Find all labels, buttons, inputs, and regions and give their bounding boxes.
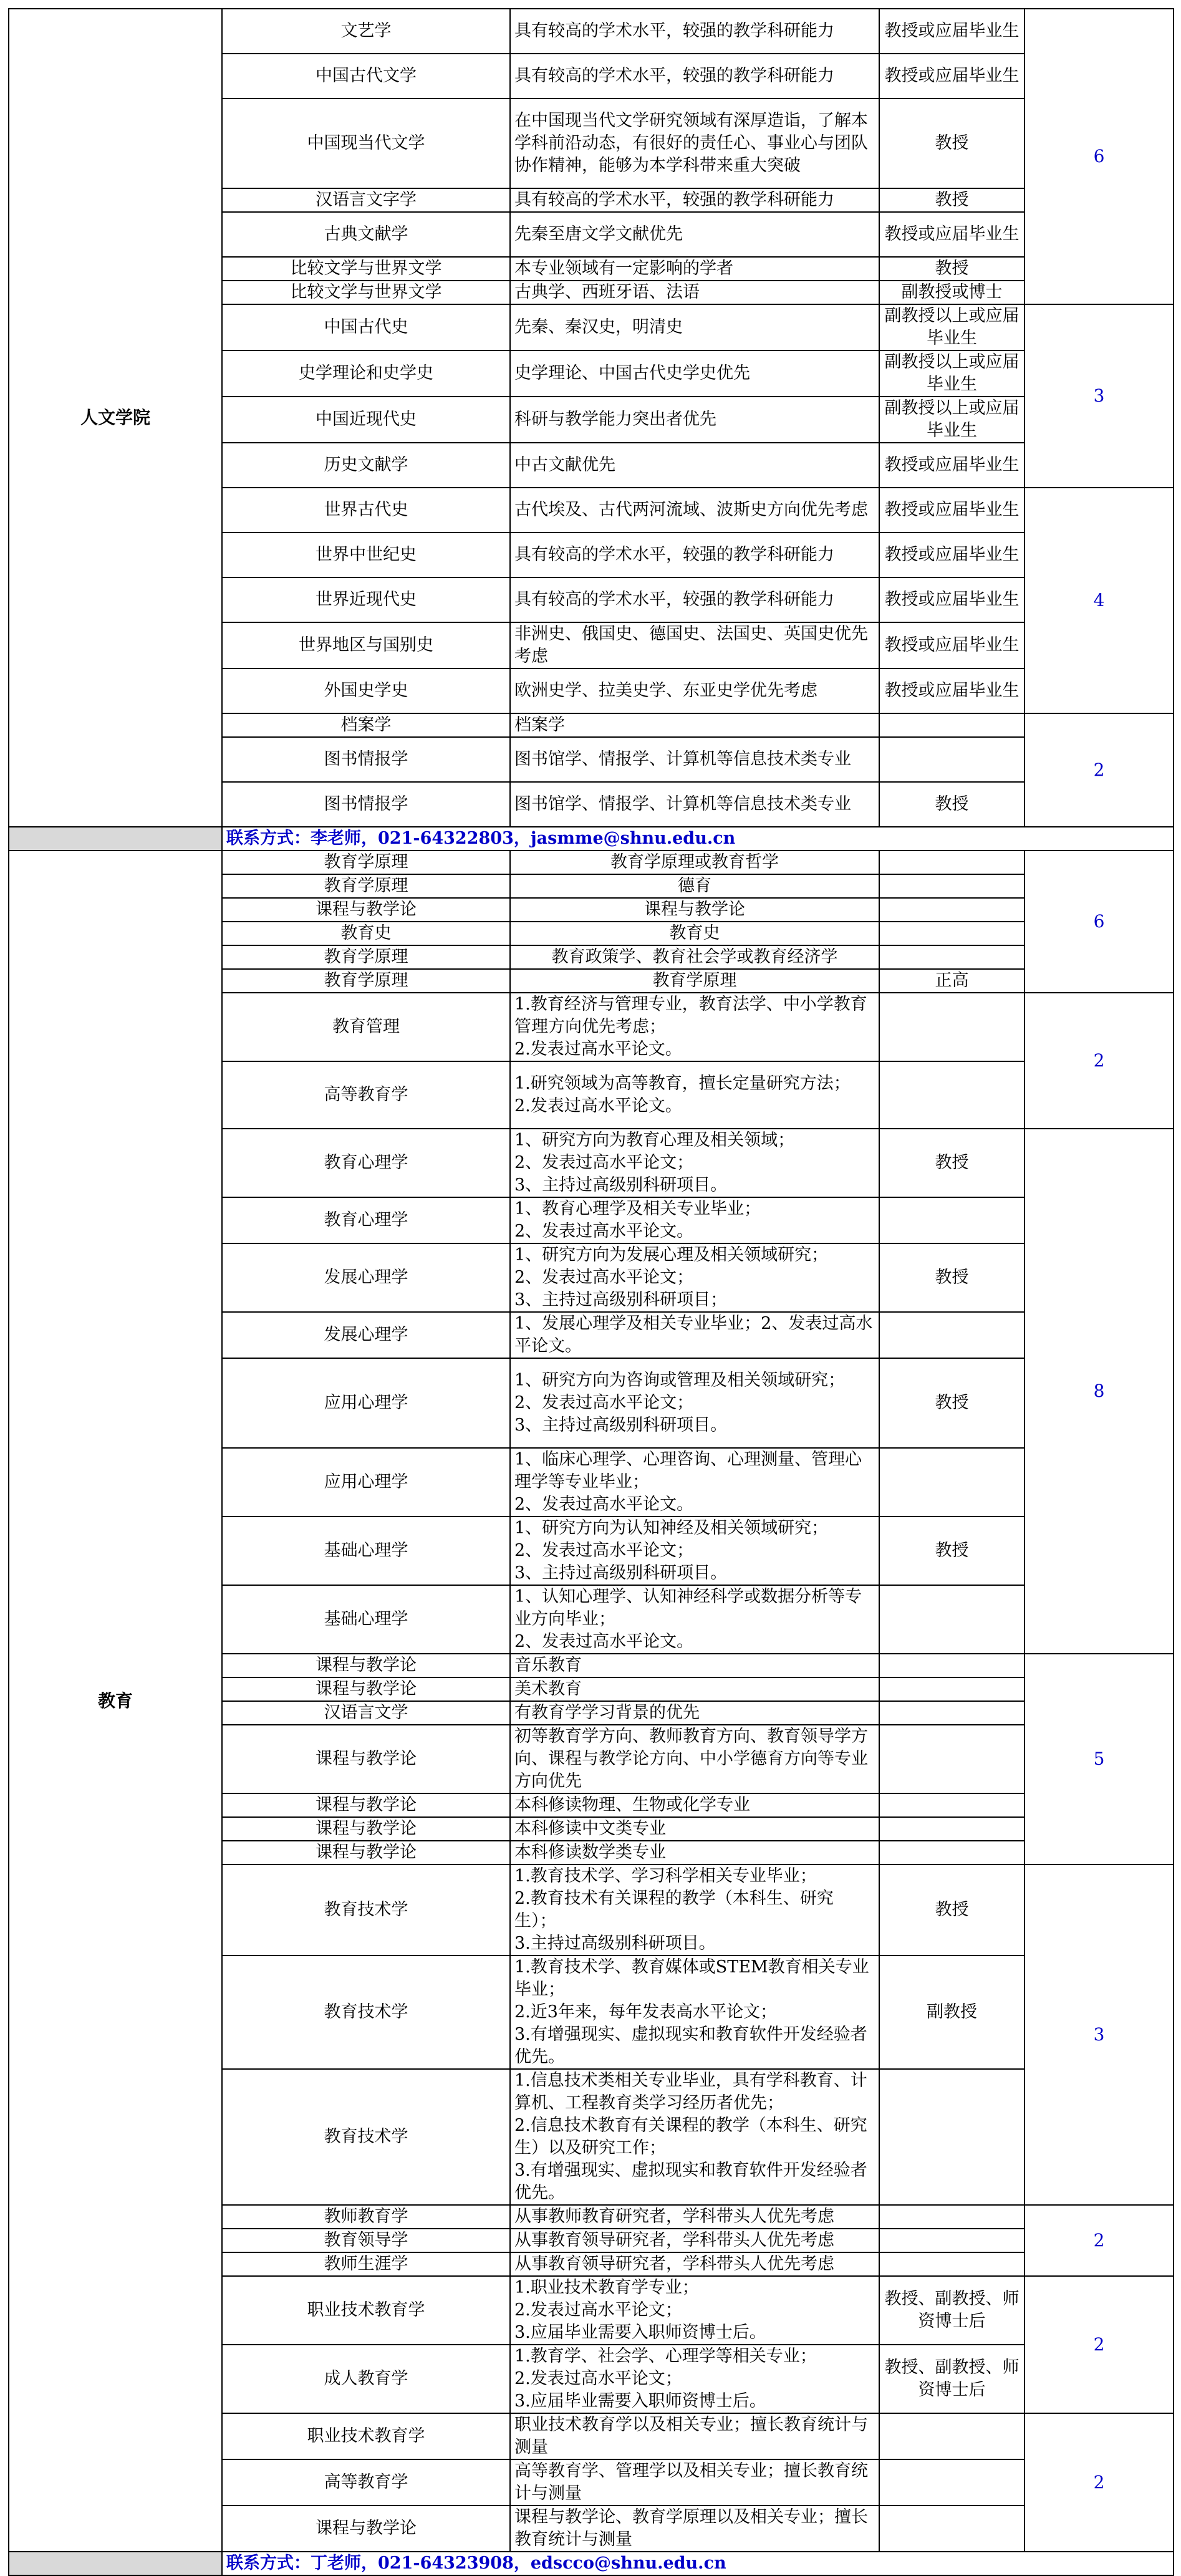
requirement-cell bbox=[510, 2276, 879, 2345]
subject-cell: 中国近现代史 bbox=[222, 397, 510, 443]
title-cell bbox=[879, 1654, 1024, 1677]
subject-cell: 课程与教学论 bbox=[222, 1725, 510, 1793]
subject-cell: 课程与教学论 bbox=[222, 2506, 510, 2552]
requirement-cell: 具有较高的学术水平，较强的教学科研能力 bbox=[510, 577, 879, 622]
quantity-cell: 5 bbox=[1024, 1654, 1174, 1864]
title-cell: 教授或应届毕业生 bbox=[879, 54, 1024, 99]
title-cell: 教授 bbox=[879, 1358, 1024, 1448]
subject-cell: 课程与教学论 bbox=[222, 1654, 510, 1677]
title-cell bbox=[879, 1448, 1024, 1517]
subject-cell: 教师生涯学 bbox=[222, 2252, 510, 2276]
subject-cell: 教育心理学 bbox=[222, 1197, 510, 1243]
requirement-cell: 图书馆学、情报学、计算机等信息技术类专业 bbox=[510, 782, 879, 827]
subject-cell: 图书情报学 bbox=[222, 737, 510, 782]
title-cell: 教授或应届毕业生 bbox=[879, 488, 1024, 533]
title-cell bbox=[879, 851, 1024, 874]
subject-cell: 课程与教学论 bbox=[222, 1817, 510, 1841]
subject-cell: 职业技术教育学 bbox=[222, 2413, 510, 2459]
requirement-line: 2、发表过高水平论文； bbox=[514, 1268, 694, 1287]
requirement-line: 3、主持过高级别科研项目。 bbox=[514, 1563, 728, 1583]
subject-cell: 汉语言文字学 bbox=[222, 188, 510, 212]
subject-cell: 教育技术学 bbox=[222, 1956, 510, 2069]
title-cell bbox=[879, 1841, 1024, 1864]
subject-cell: 教育技术学 bbox=[222, 1864, 510, 1956]
title-cell: 教授 bbox=[879, 1243, 1024, 1312]
title-cell: 副教授或博士 bbox=[879, 281, 1024, 304]
requirement-cell: 非洲史、俄国史、德国史、法国史、英国史优先考虑 bbox=[510, 622, 879, 668]
requirement-line: 1、研究方向为咨询或管理及相关领域研究； bbox=[514, 1371, 846, 1390]
subject-cell: 古典文献学 bbox=[222, 212, 510, 257]
requirement-cell: 具有较高的学术水平，较强的教学科研能力 bbox=[510, 54, 879, 99]
requirement-cell: 图书馆学、情报学、计算机等信息技术类专业 bbox=[510, 737, 879, 782]
title-cell: 副教授以上或应届毕业生 bbox=[879, 304, 1024, 350]
title-cell: 教授或应届毕业生 bbox=[879, 9, 1024, 54]
title-cell: 教授 bbox=[879, 1864, 1024, 1956]
subject-cell: 文艺学 bbox=[222, 9, 510, 54]
requirement-cell: 从事教育领导研究者，学科带头人优先考虑 bbox=[510, 2229, 879, 2252]
subject-cell: 应用心理学 bbox=[222, 1358, 510, 1448]
title-cell bbox=[879, 1061, 1024, 1129]
requirement-line: 1、发展心理学及相关专业毕业；2、发表过高水平论文。 bbox=[514, 1314, 873, 1356]
requirement-cell: 从事教育领导研究者，学科带头人优先考虑 bbox=[510, 2252, 879, 2276]
requirement-cell: 德育 bbox=[510, 874, 879, 898]
requirement-line: 1.教育技术学、教育媒体或STEM教育相关专业毕业； bbox=[514, 1957, 869, 1999]
table-row bbox=[9, 9, 1174, 54]
title-cell bbox=[879, 2459, 1024, 2506]
quantity-cell: 6 bbox=[1024, 851, 1174, 993]
title-cell: 教授或应届毕业生 bbox=[879, 622, 1024, 668]
requirement-line: 1.职业技术教育学专业； bbox=[514, 2278, 699, 2297]
title-cell bbox=[879, 737, 1024, 782]
subject-cell: 基础心理学 bbox=[222, 1585, 510, 1654]
title-cell: 教授 bbox=[879, 1129, 1024, 1197]
subject-cell: 教育学原理 bbox=[222, 969, 510, 993]
requirement-cell: 在中国现当代文学研究领域有深厚造诣，了解本学科前沿动态，有很好的责任心、事业心与团队协作精神，能够为本学科带来重大突破 bbox=[510, 99, 879, 188]
title-cell bbox=[879, 1312, 1024, 1358]
requirement-cell: 古典学、西班牙语、法语 bbox=[510, 281, 879, 304]
subject-cell: 教育学原理 bbox=[222, 945, 510, 969]
subject-cell: 世界近现代史 bbox=[222, 577, 510, 622]
requirement-line: 1、认知心理学、认知神经科学或数据分析等专业方向毕业； bbox=[514, 1587, 862, 1629]
title-cell: 教授或应届毕业生 bbox=[879, 443, 1024, 488]
quantity-cell: 6 bbox=[1024, 9, 1174, 304]
requirement-line: 1、教育心理学及相关专业毕业； bbox=[514, 1199, 761, 1218]
requirement-line: 3.应届毕业需要入职师资博士后。 bbox=[514, 2323, 766, 2342]
title-cell: 教授或应届毕业生 bbox=[879, 212, 1024, 257]
requirement-cell: 本科修读数学类专业 bbox=[510, 1841, 879, 1864]
subject-cell: 应用心理学 bbox=[222, 1448, 510, 1517]
requirement-line: 3.主持过高级别科研项目。 bbox=[514, 1934, 716, 1953]
title-cell: 教授、副教授、师资博士后 bbox=[879, 2276, 1024, 2345]
quantity-cell: 2 bbox=[1024, 2205, 1174, 2276]
requirement-line: 3、主持过高级别科研项目。 bbox=[514, 1416, 728, 1435]
requirement-cell: 具有较高的学术水平，较强的教学科研能力 bbox=[510, 533, 879, 577]
requirement-cell: 具有较高的学术水平，较强的教学科研能力 bbox=[510, 188, 879, 212]
requirement-cell: 史学理论、中国古代史学史优先 bbox=[510, 350, 879, 397]
title-cell bbox=[879, 2205, 1024, 2229]
subject-cell: 课程与教学论 bbox=[222, 1841, 510, 1864]
requirement-line: 1.信息技术类相关专业毕业，具有学科教育、计算机、工程教育类学习经历者优先； bbox=[514, 2071, 867, 2113]
quantity-cell: 3 bbox=[1024, 1864, 1174, 2205]
title-cell: 教授或应届毕业生 bbox=[879, 577, 1024, 622]
requirement-cell: 教育学原理 bbox=[510, 969, 879, 993]
quantity-cell: 2 bbox=[1024, 993, 1174, 1129]
requirement-line: 1.教育学、社会学、心理学等相关专业； bbox=[514, 2347, 817, 2366]
title-cell bbox=[879, 713, 1024, 737]
requirement-cell: 美术教育 bbox=[510, 1677, 879, 1701]
requirement-line: 1、研究方向为认知神经及相关领域研究； bbox=[514, 1518, 829, 1538]
requirement-cell bbox=[510, 1129, 879, 1197]
requirement-line: 3.有增强现实、虚拟现实和教育软件开发经验者优先。 bbox=[514, 2161, 867, 2202]
title-cell: 副教授以上或应届毕业生 bbox=[879, 397, 1024, 443]
requirement-cell: 初等教育学方向、教师教育方向、教育领导学方向、课程与教学论方向、中小学德育方向等专业方向优先 bbox=[510, 1725, 879, 1793]
subject-cell: 教育领导学 bbox=[222, 2229, 510, 2252]
requirement-cell: 欧洲史学、拉美史学、东亚史学优先考虑 bbox=[510, 668, 879, 713]
subject-cell: 发展心理学 bbox=[222, 1243, 510, 1312]
requirement-cell: 教育政策学、教育社会学或教育经济学 bbox=[510, 945, 879, 969]
contact-row bbox=[9, 827, 1174, 851]
requirement-line: 2.发表过高水平论文。 bbox=[514, 1040, 682, 1059]
subject-cell: 比较文学与世界文学 bbox=[222, 257, 510, 281]
requirement-cell: 教育史 bbox=[510, 922, 879, 945]
requirement-cell: 音乐教育 bbox=[510, 1654, 879, 1677]
requirement-line: 3、主持过高级别科研项目； bbox=[514, 1290, 728, 1310]
requirement-cell bbox=[510, 1585, 879, 1654]
dept-cell: 教育 bbox=[9, 851, 222, 2552]
requirement-cell: 教育学原理或教育哲学 bbox=[510, 851, 879, 874]
table-row bbox=[9, 851, 1174, 874]
subject-cell: 成人教育学 bbox=[222, 2345, 510, 2413]
requirement-line: 1.研究领域为高等教育，擅长定量研究方法； bbox=[514, 1074, 851, 1093]
quantity-cell: 3 bbox=[1024, 304, 1174, 488]
subject-cell: 外国史学史 bbox=[222, 668, 510, 713]
contact-spacer bbox=[9, 827, 222, 851]
quantity-cell: 2 bbox=[1024, 2276, 1174, 2413]
subject-cell: 中国古代文学 bbox=[222, 54, 510, 99]
requirement-line: 1.教育技术学、学习科学相关专业毕业； bbox=[514, 1866, 817, 1886]
title-cell bbox=[879, 1585, 1024, 1654]
requirement-line: 1、研究方向为发展心理及相关领域研究； bbox=[514, 1245, 829, 1265]
title-cell bbox=[879, 1701, 1024, 1725]
subject-cell: 教育学原理 bbox=[222, 851, 510, 874]
subject-cell: 历史文献学 bbox=[222, 443, 510, 488]
title-cell: 副教授 bbox=[879, 1956, 1024, 2069]
requirement-line: 3.有增强现实、虚拟现实和教育软件开发经验者优先。 bbox=[514, 2025, 867, 2067]
quantity-cell: 8 bbox=[1024, 1129, 1174, 1654]
title-cell bbox=[879, 898, 1024, 922]
requirement-line: 2.发表过高水平论文。 bbox=[514, 1096, 682, 1116]
contact-info: 联系方式：丁老师，021-64323908，edscco@shnu.edu.cn bbox=[222, 2552, 1174, 2575]
requirement-cell: 高等教育学、管理学以及相关专业；擅长教育统计与测量 bbox=[510, 2459, 879, 2506]
subject-cell: 课程与教学论 bbox=[222, 1677, 510, 1701]
subject-cell: 图书情报学 bbox=[222, 782, 510, 827]
requirement-cell bbox=[510, 1197, 879, 1243]
title-cell bbox=[879, 2413, 1024, 2459]
title-cell bbox=[879, 1793, 1024, 1817]
requirement-cell: 职业技术教育学以及相关专业；擅长教育统计与测量 bbox=[510, 2413, 879, 2459]
requirement-cell: 本科修读中文类专业 bbox=[510, 1817, 879, 1841]
requirement-cell bbox=[510, 1956, 879, 2069]
title-cell: 教授 bbox=[879, 188, 1024, 212]
title-cell bbox=[879, 2506, 1024, 2552]
subject-cell: 基础心理学 bbox=[222, 1517, 510, 1585]
quantity-cell: 4 bbox=[1024, 488, 1174, 713]
requirement-cell bbox=[510, 2345, 879, 2413]
requirement-line: 1、研究方向为教育心理及相关领域； bbox=[514, 1131, 795, 1150]
requirement-cell: 课程与教学论 bbox=[510, 898, 879, 922]
requirement-line: 2.信息技术教育有关课程的教学（本科生、研究生）以及研究工作； bbox=[514, 2116, 867, 2158]
requirement-cell: 本专业领域有一定影响的学者 bbox=[510, 257, 879, 281]
quantity-cell: 2 bbox=[1024, 713, 1174, 827]
title-cell: 教授 bbox=[879, 1517, 1024, 1585]
requirement-cell bbox=[510, 1864, 879, 1956]
requirement-cell bbox=[510, 1358, 879, 1448]
subject-cell: 高等教育学 bbox=[222, 2459, 510, 2506]
requirement-cell bbox=[510, 1448, 879, 1517]
subject-cell: 课程与教学论 bbox=[222, 898, 510, 922]
requirement-line: 2、发表过高水平论文； bbox=[514, 1541, 694, 1560]
subject-cell: 教育学原理 bbox=[222, 874, 510, 898]
requirement-cell: 有教育学学习背景的优先 bbox=[510, 1701, 879, 1725]
title-cell: 教授或应届毕业生 bbox=[879, 533, 1024, 577]
subject-cell: 中国古代史 bbox=[222, 304, 510, 350]
contact-spacer bbox=[9, 2552, 222, 2575]
subject-cell: 职业技术教育学 bbox=[222, 2276, 510, 2345]
requirement-cell: 先秦、秦汉史，明清史 bbox=[510, 304, 879, 350]
recruitment-table bbox=[8, 8, 1174, 2576]
title-cell bbox=[879, 993, 1024, 1061]
contact-info: 联系方式：李老师，021-64322803，jasmme@shnu.edu.cn bbox=[222, 827, 1174, 851]
subject-cell: 史学理论和史学史 bbox=[222, 350, 510, 397]
requirement-cell: 课程与教学论、教育学原理以及相关专业；擅长教育统计与测量 bbox=[510, 2506, 879, 2552]
title-cell bbox=[879, 2252, 1024, 2276]
subject-cell: 发展心理学 bbox=[222, 1312, 510, 1358]
requirement-line: 2、发表过高水平论文。 bbox=[514, 1222, 694, 1241]
title-cell bbox=[879, 1725, 1024, 1793]
subject-cell: 教育技术学 bbox=[222, 2069, 510, 2205]
requirement-line: 3.应届毕业需要入职师资博士后。 bbox=[514, 2391, 766, 2411]
subject-cell: 世界中世纪史 bbox=[222, 533, 510, 577]
requirement-line: 2.发表过高水平论文； bbox=[514, 2300, 682, 2320]
title-cell bbox=[879, 2229, 1024, 2252]
title-cell bbox=[879, 1677, 1024, 1701]
requirement-line: 2、发表过高水平论文。 bbox=[514, 1495, 694, 1514]
contact-row bbox=[9, 2552, 1174, 2575]
title-cell: 副教授以上或应届毕业生 bbox=[879, 350, 1024, 397]
requirement-line: 2、发表过高水平论文； bbox=[514, 1153, 694, 1172]
title-cell bbox=[879, 2069, 1024, 2205]
requirement-cell: 本科修读物理、生物或化学专业 bbox=[510, 1793, 879, 1817]
requirement-cell: 从事教师教育研究者，学科带头人优先考虑 bbox=[510, 2205, 879, 2229]
requirement-cell: 中古文献优先 bbox=[510, 443, 879, 488]
subject-cell: 中国现当代文学 bbox=[222, 99, 510, 188]
title-cell: 教授、副教授、师资博士后 bbox=[879, 2345, 1024, 2413]
requirement-cell bbox=[510, 1243, 879, 1312]
subject-cell: 教育史 bbox=[222, 922, 510, 945]
requirement-cell bbox=[510, 993, 879, 1061]
requirement-line: 1、临床心理学、心理咨询、心理测量、管理心理学等专业毕业； bbox=[514, 1450, 862, 1492]
subject-cell: 比较文学与世界文学 bbox=[222, 281, 510, 304]
title-cell bbox=[879, 922, 1024, 945]
subject-cell: 高等教育学 bbox=[222, 1061, 510, 1129]
title-cell bbox=[879, 945, 1024, 969]
requirement-cell: 古代埃及、古代两河流域、波斯史方向优先考虑 bbox=[510, 488, 879, 533]
requirement-line: 1.教育经济与管理专业，教育法学、中小学教育管理方向优先考虑； bbox=[514, 995, 867, 1036]
subject-cell: 教育心理学 bbox=[222, 1129, 510, 1197]
requirement-cell: 具有较高的学术水平，较强的教学科研能力 bbox=[510, 9, 879, 54]
requirement-line: 2、发表过高水平论文。 bbox=[514, 1632, 694, 1651]
requirement-line: 3、主持过高级别科研项目。 bbox=[514, 1175, 728, 1195]
requirement-cell bbox=[510, 1517, 879, 1585]
dept-cell: 人文学院 bbox=[9, 9, 222, 827]
title-cell bbox=[879, 1817, 1024, 1841]
subject-cell: 课程与教学论 bbox=[222, 1793, 510, 1817]
subject-cell: 教育管理 bbox=[222, 993, 510, 1061]
requirement-cell: 科研与教学能力突出者优先 bbox=[510, 397, 879, 443]
requirement-cell bbox=[510, 1061, 879, 1129]
requirement-line: 2.教育技术有关课程的教学（本科生、研究生）； bbox=[514, 1889, 834, 1931]
title-cell: 教授 bbox=[879, 782, 1024, 827]
requirement-line: 2.发表过高水平论文； bbox=[514, 2369, 682, 2388]
title-cell bbox=[879, 1197, 1024, 1243]
requirement-line: 2.近3年来，每年发表高水平论文； bbox=[514, 2002, 777, 2022]
requirement-line: 2、发表过高水平论文； bbox=[514, 1393, 694, 1412]
quantity-cell: 2 bbox=[1024, 2413, 1174, 2552]
subject-cell: 世界古代史 bbox=[222, 488, 510, 533]
title-cell: 教授或应届毕业生 bbox=[879, 668, 1024, 713]
requirement-cell bbox=[510, 2069, 879, 2205]
requirement-cell: 先秦至唐文学文献优先 bbox=[510, 212, 879, 257]
subject-cell: 档案学 bbox=[222, 713, 510, 737]
subject-cell: 世界地区与国别史 bbox=[222, 622, 510, 668]
subject-cell: 汉语言文学 bbox=[222, 1701, 510, 1725]
subject-cell: 教师教育学 bbox=[222, 2205, 510, 2229]
title-cell: 教授 bbox=[879, 257, 1024, 281]
title-cell bbox=[879, 874, 1024, 898]
title-cell: 教授 bbox=[879, 99, 1024, 188]
requirement-cell bbox=[510, 1312, 879, 1358]
requirement-cell: 档案学 bbox=[510, 713, 879, 737]
title-cell: 正高 bbox=[879, 969, 1024, 993]
